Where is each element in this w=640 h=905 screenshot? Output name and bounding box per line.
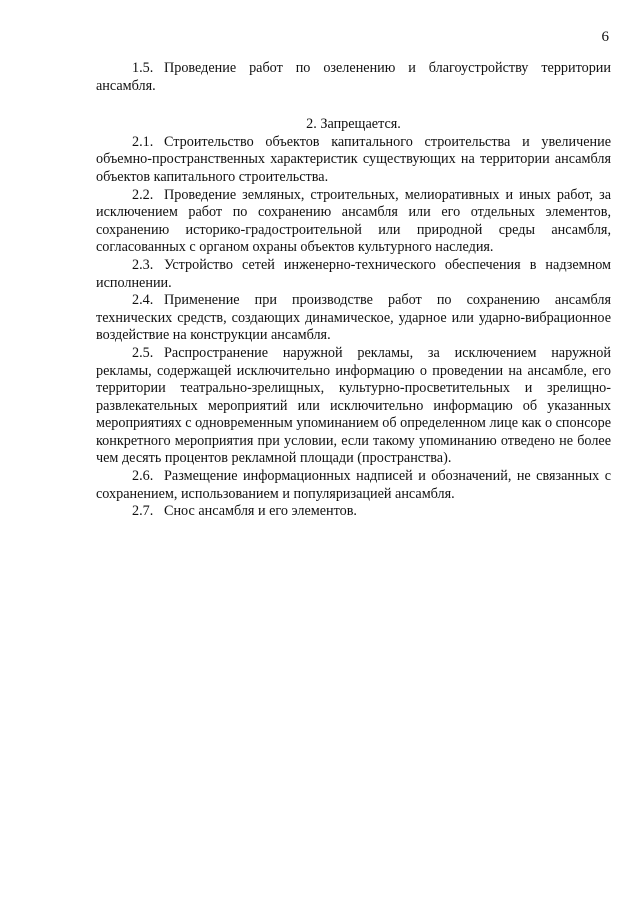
section-heading: 2. Запрещается. bbox=[306, 116, 401, 133]
item-2-2 bbox=[96, 187, 611, 257]
page-number: 6 bbox=[601, 29, 609, 45]
item-2-6 bbox=[96, 468, 611, 503]
item-text: Размещение информационных надписей и обозначений, не связанных с сохранением, использованием и популяризацией ансамбля. bbox=[96, 468, 611, 502]
item-2-4 bbox=[96, 292, 611, 345]
document-body bbox=[96, 60, 611, 521]
item-text: Проведение земляных, строительных, мелиоративных и иных работ, за исключением работ по сохранению ансамбля или его отдельных элементов, сохранению историко-градостроительной или природной среды ансамбля, согласованных с органом охраны объектов культурного наследия. bbox=[96, 186, 611, 256]
item-2-3 bbox=[96, 257, 611, 292]
item-text: Снос ансамбля и его элементов. bbox=[164, 503, 357, 520]
item-1-5 bbox=[96, 60, 611, 95]
item-text: Строительство объектов капитального строительства и увеличение объемно-пространственных характеристик существующих на территории ансамбля объектов капитального строительства. bbox=[96, 133, 611, 185]
item-text: Проведение работ по озеленению и благоустройству территории ансамбля. bbox=[96, 60, 611, 94]
item-number: 2.3. bbox=[132, 256, 154, 273]
item-number: 2.6. bbox=[132, 468, 154, 485]
item-2-7 bbox=[96, 503, 611, 521]
item-number: 1.5. bbox=[132, 60, 154, 76]
item-number: 2.2. bbox=[132, 186, 154, 203]
item-number: 2.4. bbox=[132, 292, 154, 309]
item-number: 2.5. bbox=[132, 344, 154, 361]
item-text: Применение при производстве работ по сохранению ансамбля технических средств, создающих динамическое, ударное или ударно-вибрационное воздействие на конструкции ансамбля. bbox=[96, 292, 611, 344]
item-number: 2.1. bbox=[132, 133, 154, 150]
item-number: 2.7. bbox=[132, 503, 154, 520]
item-text: Распространение наружной рекламы, за исключением наружной рекламы, содержащей исключительно информацию о проведении на ансамбле, его территории театрально-зрелищных, культурно-просветительных и зрелищно-развлекательных мероприятий или исключительно информацию об указанных мероприятиях с одновременным упоминанием об определенном лице как о спонсоре конкретного мероприятия при условии, если такому упоминанию отведено не более чем десять процентов рекламной площади (пространства). bbox=[96, 344, 611, 467]
item-2-1 bbox=[96, 134, 611, 187]
item-text: Устройство сетей инженерно-технического обеспечения в надземном исполнении. bbox=[96, 256, 611, 291]
item-2-5 bbox=[96, 345, 611, 468]
